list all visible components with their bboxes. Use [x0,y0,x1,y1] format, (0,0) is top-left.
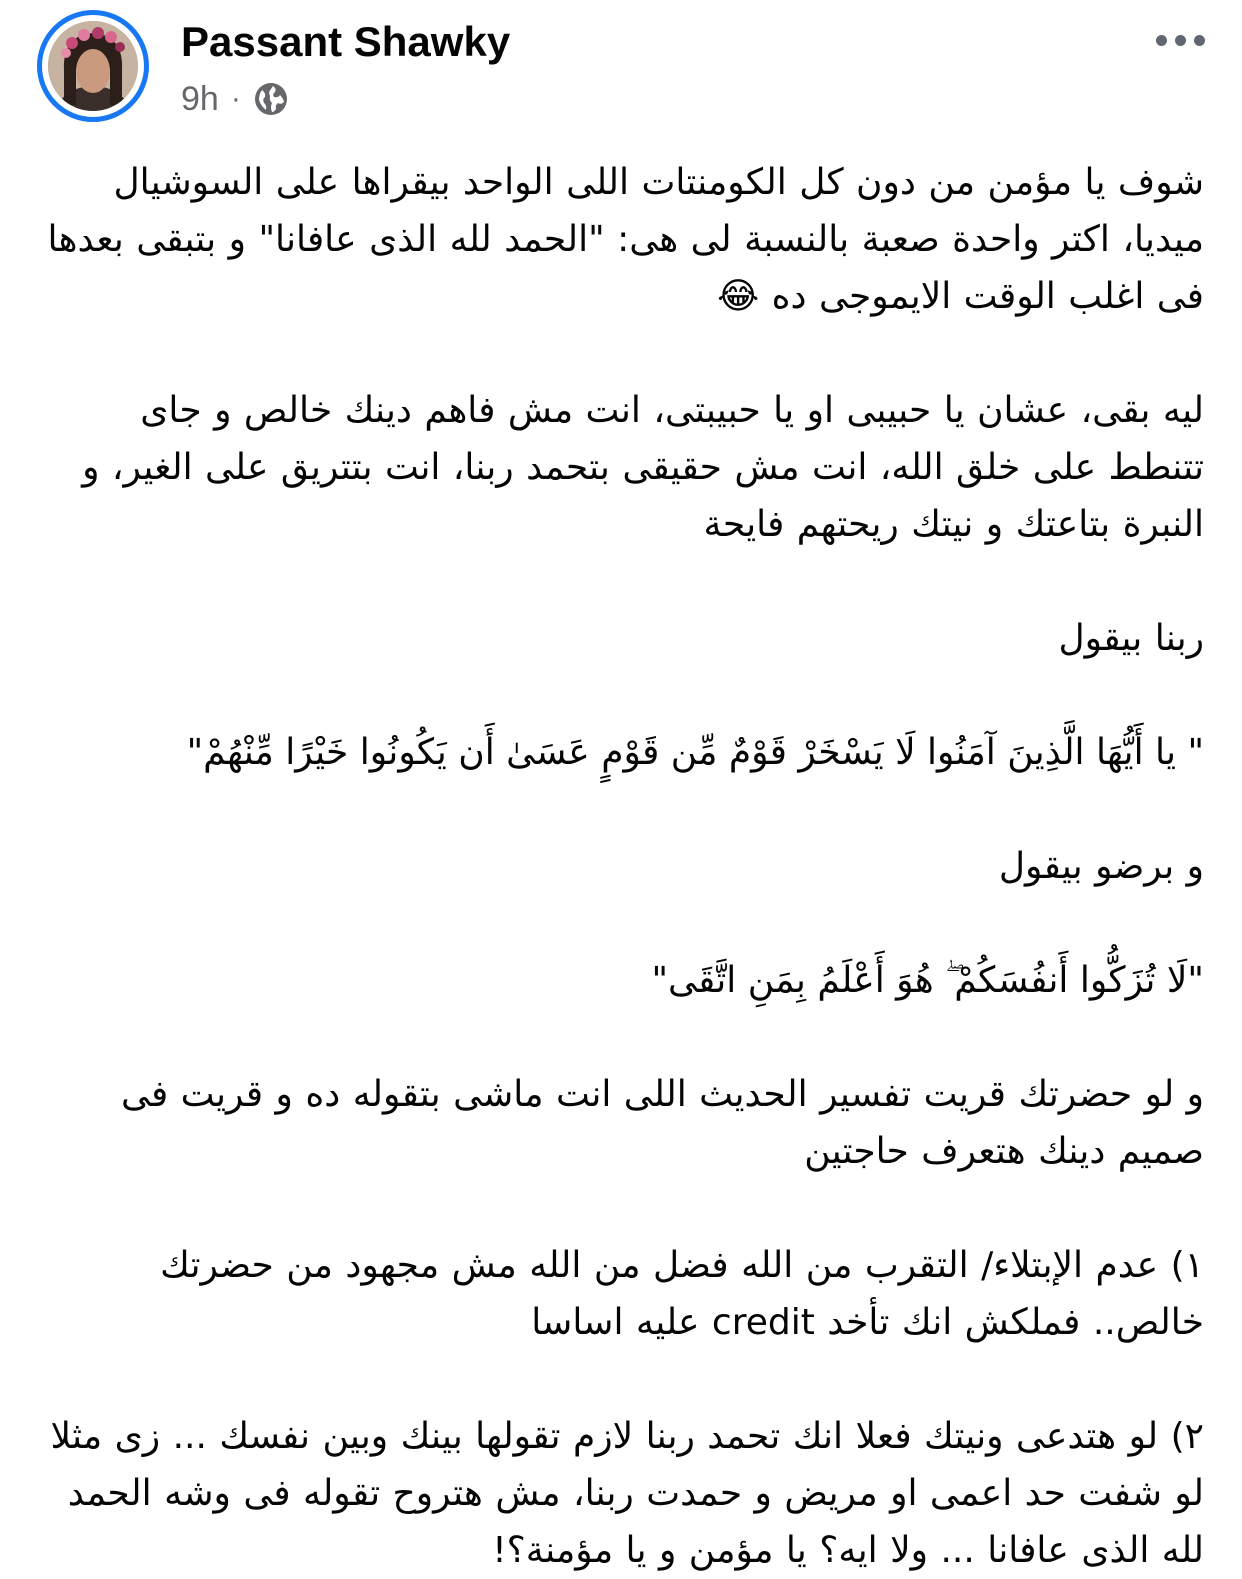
post-paragraph: و برضو بيقول [998,846,1204,887]
post-paragraph: ليه بقى، عشان يا حبيبى او يا حبيبتى، انت مش فاهم دينك خالص و جاى تتنطط على خلق الله، انت مش حقيقى بتحمد ربنا، انت بتتريق على الغير، و النبرة بتاعتك و نيتك ريحتهم فايحة [82,390,1204,545]
post-time[interactable]: 9h [181,79,219,118]
quran-quote: "لَا تُزَكُّوا أَنفُسَكُمْ ۖ هُوَ أَعْلَمُ بِمَنِ اتَّقَى" [651,960,1204,1001]
post-meta [181,76,289,122]
post-header [0,0,1242,140]
list-item: ١) عدم الإبتلاء/ التقرب من الله فضل من الله مش مجهود من حضرتك خالص.. فملكش انك تأخد credit عليه اساسا [160,1245,1204,1343]
author-name[interactable]: Passant Shawky [181,18,511,65]
post-paragraph: ربنا بيقول [1058,618,1204,659]
list-item: ٢) لو هتدعى ونيتك فعلا انك تحمد ربنا لازم تقولها بينك وبين نفسك ... زى مثلا لو شفت حد اعمى او مريض و حمدت ربنا، مش هتروح تقوله فى وشه الحمد لله الذى عافانا ... ولا ايه؟ يا مؤمن و يا مؤمنة؟! [50,1416,1204,1571]
quran-quote: " يا أَيُّهَا الَّذِينَ آمَنُوا لَا يَسْخَرْ قَوْمٌ مِّن قَوْمٍ عَسَىٰ أَن يَكُونُوا خَيْرًا مِّنْهُمْ" [186,732,1204,773]
avatar[interactable] [37,10,149,122]
ellipsis-icon-dot [1156,35,1167,46]
globe-icon[interactable] [253,81,289,117]
ellipsis-icon-dot [1175,35,1186,46]
more-options-button[interactable] [1140,18,1220,62]
ellipsis-icon-dot [1194,35,1205,46]
post-text [40,154,1204,1579]
post-paragraph: شوف يا مؤمن من دون كل الكومنتات اللى الواحد بيقراها على السوشيال ميديا، اكتر واحدة صعبة بالنسبة لى هى: "الحمد لله الذى عافانا" و بتبقى بعدها فى اغلب الوقت الايموجى ده 😂 [47,162,1204,317]
avatar-photo [48,21,138,111]
meta-separator: · [230,82,241,115]
post-paragraph: و لو حضرتك قريت تفسير الحديث اللى انت ماشى بتقوله ده و قريت فى صميم دينك هتعرف حاجتين [121,1074,1204,1172]
